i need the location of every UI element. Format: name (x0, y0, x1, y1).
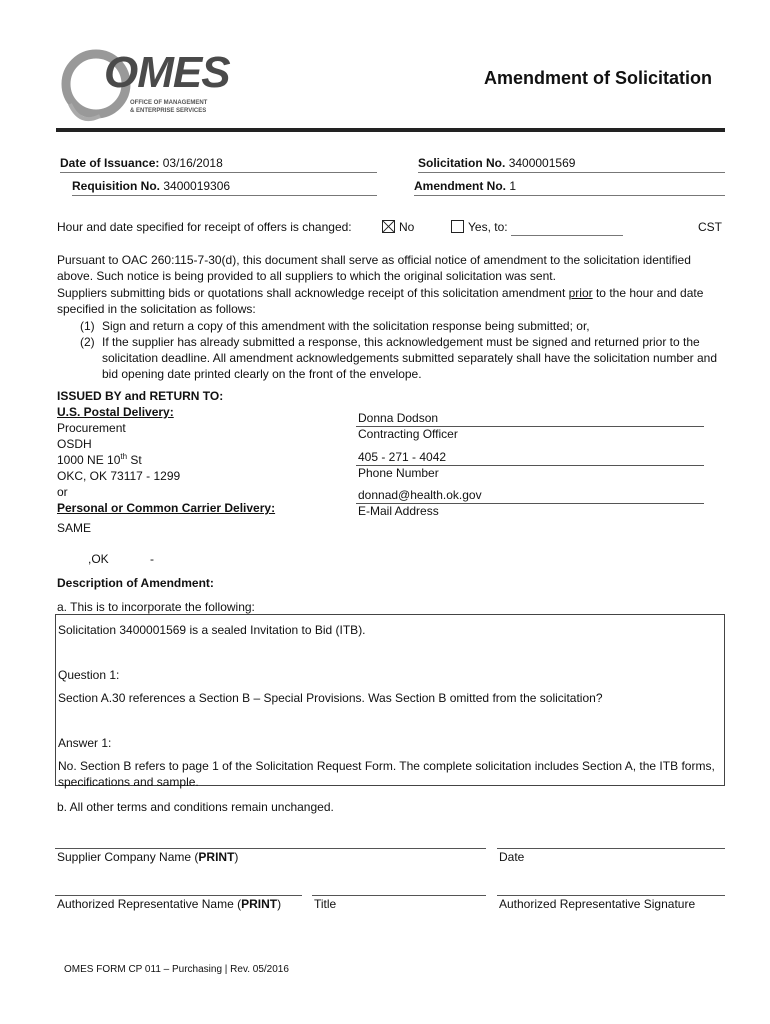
address-or: or (57, 485, 68, 499)
signature-label: Authorized Representative Signature (499, 897, 696, 911)
document-title: Amendment of Solicitation (484, 68, 713, 88)
rep-name-line[interactable] (55, 895, 302, 896)
date-of-issuance-field: Date of Issuance: 03/16/2018 (60, 156, 377, 173)
carrier-delivery-heading: Personal or Common Carrier Delivery: (57, 501, 276, 515)
checkbox-empty-icon[interactable] (451, 220, 464, 233)
requisition-no-value: 3400019306 (163, 179, 231, 193)
no-checkbox-option[interactable]: No (382, 220, 414, 234)
address-line-2: OSDH (57, 437, 92, 451)
checkbox-checked-icon[interactable] (382, 220, 395, 233)
postal-delivery-heading: U.S. Postal Delivery: (57, 405, 174, 419)
yes-to-date-field[interactable] (511, 221, 623, 236)
supplier-company-line[interactable] (55, 848, 486, 849)
contact-email: donnad@health.ok.gov (358, 488, 482, 502)
requisition-no-field: Requisition No. 3400019306 (72, 179, 377, 196)
contact-title: Contracting Officer (358, 427, 458, 441)
notice-item-2: (2) If the supplier has already submitted a response, this acknowledgement must be signed and returned prior to the solicitation deadline. All amendment acknowledgements submitted separately shall have the solicitation number and bid opening date printed clearly on the front of the envelope. (80, 335, 718, 381)
description-question-label: Question 1: (58, 668, 120, 682)
title-label: Title (314, 897, 337, 911)
amendment-no-field: Amendment No. 1 (414, 179, 725, 196)
description-line-1: Solicitation 3400001569 is a sealed Invitation to Bid (ITB). (58, 623, 366, 637)
contact-phone: 405 - 271 - 4042 (358, 450, 447, 464)
description-box (55, 614, 725, 789)
solicitation-no-value: 3400001569 (508, 156, 576, 170)
title-line[interactable] (312, 895, 486, 896)
solicitation-no-field: Solicitation No. 3400001569 (418, 156, 725, 173)
address-street: 1000 NE 10th St (57, 452, 142, 467)
contact-name: Donna Dodson (358, 411, 439, 425)
hour-change-label: Hour and date specified for receipt of offers is changed: (57, 220, 352, 234)
timezone-label: CST (698, 220, 722, 234)
description-b-label: b. All other terms and conditions remain unchanged. (57, 800, 334, 814)
notice-paragraph-2: Suppliers submitting bids or quotations shall acknowledge receipt of this solicitation amendment prior to the hour and date specified in the solicitation as follows: (57, 286, 704, 316)
carrier-address-zip-dash: - (150, 552, 154, 566)
description-answer-text: No. Section B refers to page 1 of the Solicitation Request Form. The complete solicitation includes Section A, the ITB forms, specifications and sample. (58, 759, 715, 789)
supplier-company-label: Supplier Company Name (PRINT) (57, 850, 239, 864)
logo-subline-1: OFFICE OF MANAGEMENT (130, 100, 208, 106)
date-line[interactable] (497, 848, 725, 849)
date-of-issuance-value: 03/16/2018 (162, 156, 223, 170)
address-line-1: Procurement (57, 421, 126, 435)
description-heading: Description of Amendment: (57, 576, 214, 590)
omes-logo (60, 46, 240, 130)
notice-item-1: (1) Sign and return a copy of this amendment with the solicitation response being submitted; or, (80, 319, 590, 333)
header-rule (56, 128, 725, 132)
date-label: Date (499, 850, 525, 864)
description-answer-label: Answer 1: (58, 736, 112, 750)
issued-by-heading: ISSUED BY and RETURN TO: (57, 389, 224, 403)
yes-checkbox-option[interactable]: Yes, to: (451, 220, 508, 234)
signature-line[interactable] (497, 895, 725, 896)
notice-paragraph-1: Pursuant to OAC 260:115-7-30(d), this document shall serve as official notice of amendment to the solicitation identified above. Such notice is being provided to all suppliers to which the original solicitation was sent. (57, 253, 691, 283)
contact-phone-label: Phone Number (358, 466, 439, 480)
description-question-text: Section A.30 references a Section B – Special Provisions. Was Section B omitted from the solicitation? (58, 691, 603, 705)
logo-wordmark: OMES (104, 48, 230, 97)
logo-subline-2: & ENTERPRISE SERVICES (130, 108, 207, 114)
carrier-address-state: ,OK (88, 552, 109, 566)
amendment-no-value: 1 (509, 179, 517, 193)
carrier-address-same: SAME (57, 521, 92, 535)
form-footer: OMES FORM CP 011 – Purchasing | Rev. 05/2016 (64, 964, 289, 975)
address-city: OKC, OK 73117 - 1299 (57, 469, 181, 483)
issued-by-block (57, 388, 317, 516)
rep-name-label: Authorized Representative Name (PRINT) (57, 897, 282, 911)
contact-email-label: E-Mail Address (358, 504, 439, 518)
description-a-label: a. This is to incorporate the following: (57, 600, 255, 614)
